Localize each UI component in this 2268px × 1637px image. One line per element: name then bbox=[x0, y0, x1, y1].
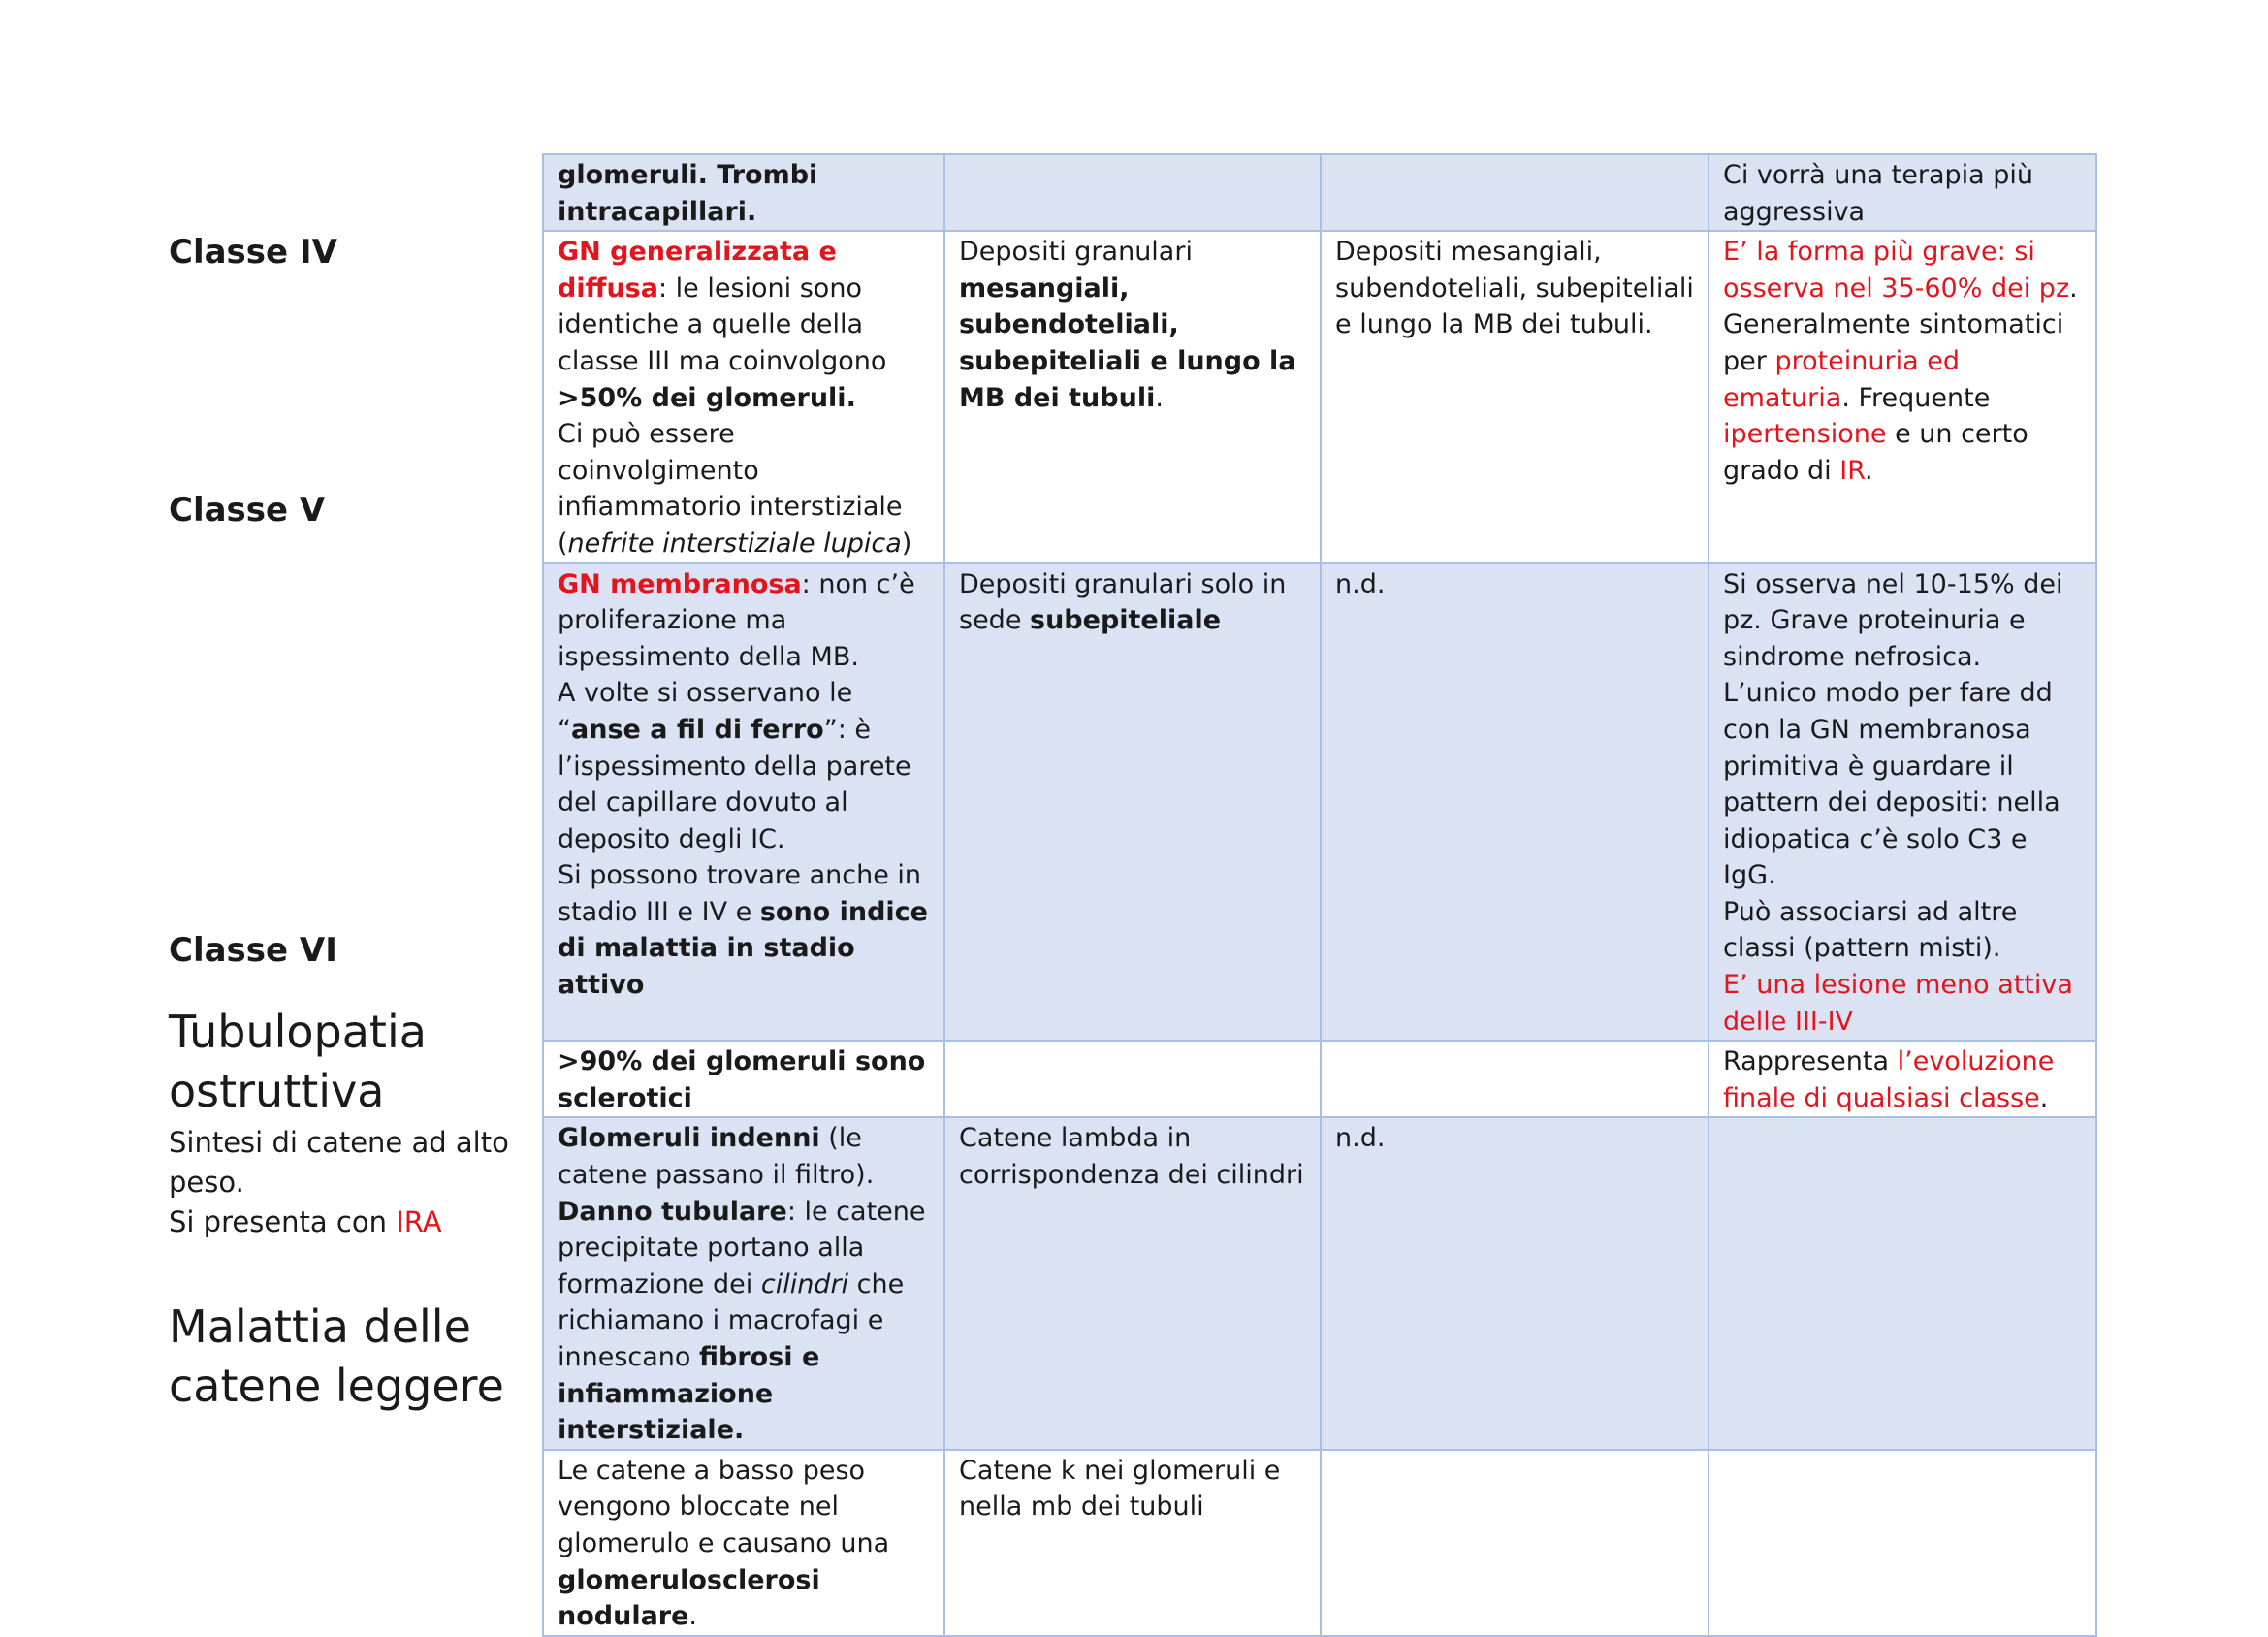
text-italic: cilindri bbox=[760, 1268, 849, 1300]
text: . bbox=[2039, 1082, 2049, 1113]
text: : le lesioni sono identiche a quelle della classe III ma coinvolgono bbox=[558, 273, 887, 376]
table-cell bbox=[543, 563, 944, 1042]
table-cell bbox=[1321, 1450, 1709, 1636]
text-bold: glomerulosclerosi nodulare bbox=[558, 1564, 820, 1632]
table-cell: Catene k nei glomeruli e nella mb dei tubuli bbox=[944, 1450, 1321, 1636]
table-cell bbox=[543, 231, 944, 562]
text: L’unico modo per fare dd con la GN membranosa primitiva è guardare il pattern dei depositi: nella idiopatica c’è solo C3 e IgG. bbox=[1723, 678, 2060, 891]
text: Ci può essere coinvolgimento infiammatorio interstiziale ( bbox=[558, 419, 903, 559]
table-cell bbox=[543, 154, 944, 231]
table-cell bbox=[1321, 1041, 1709, 1117]
table-row-classe-v bbox=[543, 563, 2096, 1042]
table-cell bbox=[944, 231, 1321, 562]
text: A volte si osservano le “ bbox=[558, 678, 853, 745]
table-cell: n.d. bbox=[1321, 1117, 1709, 1449]
table-cell: Depositi mesangiali, subendoteliali, subepiteliali e lungo la MB dei tubuli. bbox=[1321, 231, 1709, 562]
label-malattia-catene-leggere: Malattia delle catene leggere bbox=[169, 1300, 504, 1412]
table-row-classe-iv bbox=[543, 231, 2096, 562]
text: Può associarsi ad altre classi (pattern misti). bbox=[1723, 896, 2018, 964]
table-cell bbox=[944, 1041, 1321, 1117]
text-bold: mesangiali, subendoteliali, subepiteliali e lungo la MB dei tubuli bbox=[959, 273, 1296, 413]
table-row-classe-vi bbox=[543, 1041, 2096, 1117]
table-cell bbox=[1709, 1041, 2096, 1117]
table-cell bbox=[1709, 1117, 2096, 1449]
text: Si possono trovare anche in stadio III e IV e bbox=[558, 860, 922, 927]
text: che richiamano i macrofagi e innescano bbox=[558, 1268, 905, 1372]
table-cell bbox=[1709, 563, 2096, 1042]
text-red: proteinuria ed ematuria bbox=[1723, 345, 1961, 413]
table-cell: n.d. bbox=[1321, 563, 1709, 1042]
table-cell: Ci vorrà una terapia più aggressiva bbox=[1709, 154, 2096, 231]
text: Si presenta con bbox=[169, 1205, 397, 1238]
table-cell bbox=[543, 1450, 944, 1636]
text: ) bbox=[901, 528, 912, 559]
label-classe-vi: Classe VI bbox=[169, 931, 337, 970]
tubulopatia-ira-line bbox=[169, 1203, 537, 1242]
text-bold: sono indice di malattia in stadio attivo bbox=[558, 896, 928, 1001]
table-cell bbox=[1709, 231, 2096, 562]
text: : le catene precipitate portano alla formazione dei bbox=[558, 1196, 926, 1300]
text-italic: nefrite interstiziale lupica bbox=[567, 528, 902, 559]
label-tubulopatia bbox=[169, 1003, 537, 1242]
classification-table bbox=[542, 153, 2097, 1637]
text-bold: >90% dei glomeruli sono sclerotici bbox=[558, 1046, 926, 1113]
table-cell bbox=[1709, 1450, 2096, 1636]
text: . Frequente bbox=[1841, 382, 1991, 413]
text: Depositi granulari bbox=[959, 237, 1193, 268]
text: Rappresenta bbox=[1723, 1046, 1898, 1077]
text-red: GN generalizzata e diffusa bbox=[558, 237, 837, 304]
text-bold: Glomeruli indenni bbox=[558, 1123, 820, 1154]
text-bold: anse a fil di ferro bbox=[571, 714, 824, 745]
table-cell bbox=[543, 1041, 944, 1117]
text: . Generalmente sintomatici per bbox=[1723, 273, 2078, 376]
text-red: E’ una lesione meno attiva delle III-IV bbox=[1723, 970, 2073, 1037]
table-cell bbox=[944, 563, 1321, 1042]
text-red: E’ la forma più grave: si osserva nel 35-60% dei pz bbox=[1723, 237, 2070, 304]
text: (le catene passano il filtro). bbox=[558, 1123, 875, 1191]
text: e un certo grado di bbox=[1723, 419, 2028, 486]
text: : non c’è proliferazione ma ispessimento della MB. bbox=[558, 568, 915, 672]
tubulopatia-subtitle: Sintesi di catene ad alto peso. bbox=[169, 1126, 509, 1199]
text: Depositi granulari solo in sede bbox=[959, 568, 1287, 636]
table-cell: Catene lambda in corrispondenza dei cilindri bbox=[944, 1117, 1321, 1449]
text-bold: Danno tubulare bbox=[558, 1196, 787, 1227]
text: Le catene a basso peso vengono bloccate nel glomerulo e causano una bbox=[558, 1455, 890, 1558]
tubulopatia-title: Tubulopatia ostruttiva bbox=[169, 1006, 427, 1117]
text: glomeruli. Trombi intracapillari. bbox=[558, 160, 818, 227]
table-row-continuation bbox=[543, 154, 2096, 231]
text-red: ipertensione bbox=[1723, 419, 1887, 450]
table-cell bbox=[543, 1117, 944, 1449]
text-bold: subepiteliale bbox=[1030, 605, 1222, 636]
text: Si osserva nel 10-15% dei pz. Grave proteinuria e sindrome nefrosica. bbox=[1723, 568, 2063, 672]
text: . bbox=[1155, 382, 1164, 413]
table-cell bbox=[944, 154, 1321, 231]
table-row-malattia-catene-leggere bbox=[543, 1450, 2096, 1636]
label-classe-v: Classe V bbox=[169, 491, 326, 530]
text-red: IR bbox=[1839, 455, 1866, 486]
text-red: GN membranosa bbox=[558, 568, 802, 599]
text: . bbox=[688, 1601, 698, 1632]
label-classe-iv: Classe IV bbox=[169, 233, 337, 272]
text: . bbox=[1865, 455, 1873, 486]
text-red: IRA bbox=[396, 1205, 442, 1238]
text-red: l’evoluzione finale di qualsiasi classe bbox=[1723, 1046, 2055, 1113]
table-cell bbox=[1321, 154, 1709, 231]
text-bold: fibrosi e infiammazione interstiziale. bbox=[558, 1342, 820, 1446]
text: ”: è l’ispessimento della parete del capillare dovuto al deposito degli IC. bbox=[558, 714, 911, 854]
text-bold: >50% dei glomeruli. bbox=[558, 382, 856, 413]
table-row-tubulopatia bbox=[543, 1117, 2096, 1449]
